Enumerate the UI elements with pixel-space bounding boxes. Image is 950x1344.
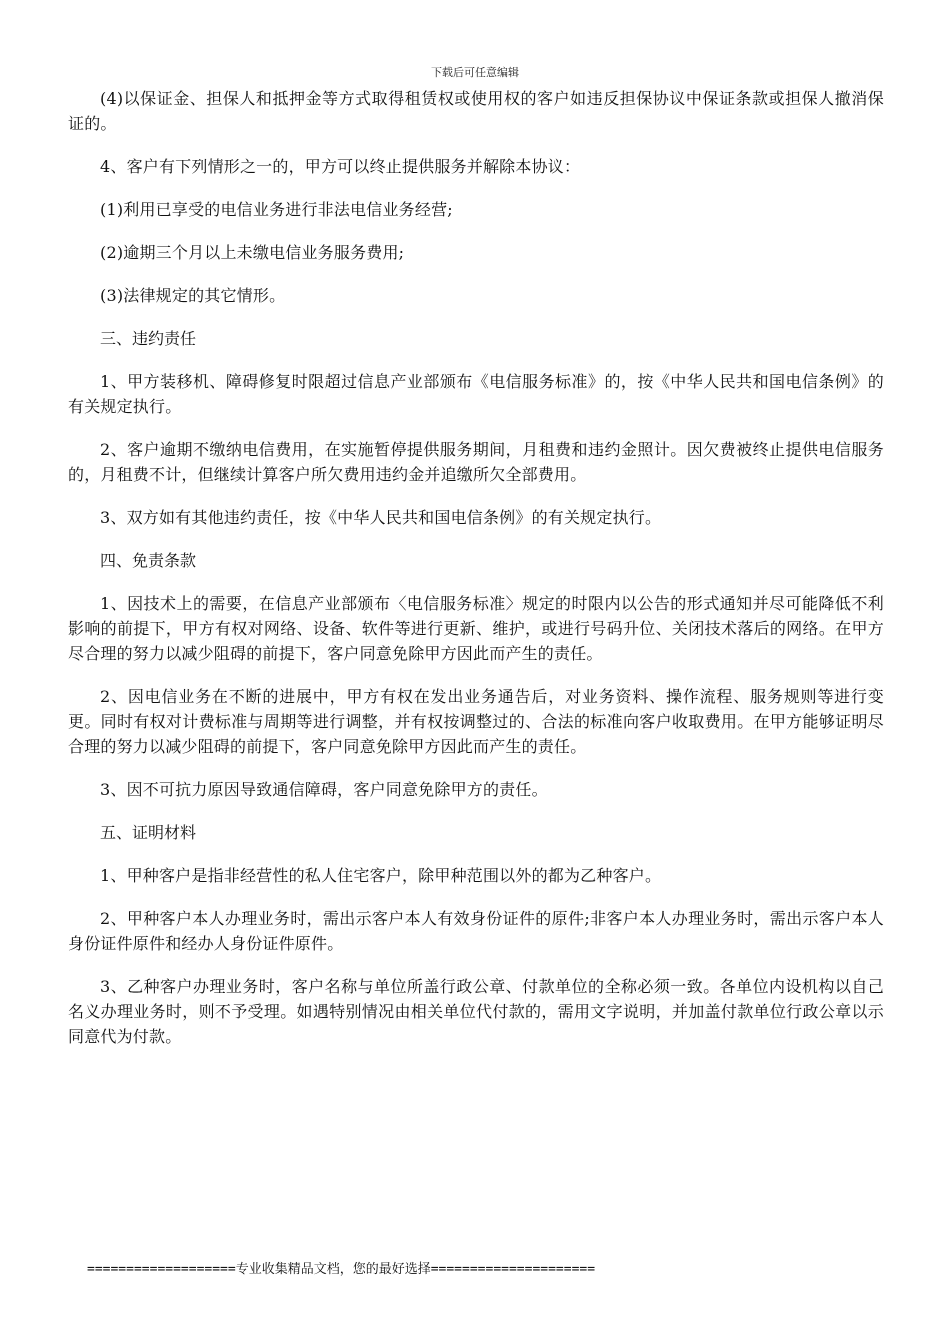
page-footer-note: ===================专业收集精品文档，您的最好选择===================== xyxy=(87,1262,596,1277)
page-header-note: 下载后可任意编辑 xyxy=(431,66,519,79)
paragraph-guarantee-violation: (4)以保证金、担保人和抵押金等方式取得租赁权或使用权的客户如违反担保协议中保证条款或担保人撤消保证的。 xyxy=(68,89,884,133)
section-heading-proof-materials: 五、证明材料 xyxy=(100,823,197,842)
paragraph-repair-time-limit: 1、甲方装移机、障碍修复时限超过信息产业部颁布《电信服务标准》的，按《中华人民共和国电信条例》的有关规定执行。 xyxy=(68,372,884,416)
paragraph-business-changes: 2、因电信业务在不断的进展中，甲方有权在发出业务通告后，对业务资料、操作流程、服务规则等进行变更。同时有权对计费标准与周期等进行调整，并有权按调整过的、合法的标准向客户收取费用。在甲方能够证明尽合理的努力以减少阻碍的前提下，客户同意免除甲方因此而产生的责任。 xyxy=(68,687,884,756)
list-item-overdue-fees: (2)逾期三个月以上未缴电信业务服务费用; xyxy=(100,243,405,262)
paragraph-other-liability: 3、双方如有其他违约责任，按《中华人民共和国电信条例》的有关规定执行。 xyxy=(100,508,662,527)
paragraph-termination-conditions: 4、客户有下列情形之一的，甲方可以终止提供服务并解除本协议： xyxy=(100,157,581,176)
paragraph-overdue-payment: 2、客户逾期不缴纳电信费用，在实施暂停提供服务期间，月租费和违约金照计。因欠费被终止提供电信服务的，月租费不计，但继续计算客户所欠费用违约金并追缴所欠全部费用。 xyxy=(68,440,884,484)
section-heading-liability: 三、违约责任 xyxy=(100,329,197,348)
paragraph-customer-type-b: 3、乙种客户办理业务时，客户名称与单位所盖行政公章、付款单位的全称必须一致。各单位内设机构以自己名义办理业务时，则不予受理。如遇特别情况由相关单位代付款的，需用文字说明，并加盖付款单位行政公章以示同意代为付款。 xyxy=(68,977,884,1046)
paragraph-technical-needs: 1、因技术上的需要，在信息产业部颁布〈电信服务标准〉规定的时限内以公告的形式通知并尽可能降低不利影响的前提下，甲方有权对网络、设备、软件等进行更新、维护，或进行号码升位、关闭技术落后的网络。在甲方尽合理的努力以减少阻碍的前提下，客户同意免除甲方因此而产生的责任。 xyxy=(68,594,884,663)
paragraph-force-majeure: 3、因不可抗力原因导致通信障碍，客户同意免除甲方的责任。 xyxy=(100,780,548,799)
document-body xyxy=(68,86,884,1067)
section-heading-exemption: 四、免责条款 xyxy=(100,551,197,570)
paragraph-id-requirements: 2、甲种客户本人办理业务时，需出示客户本人有效身份证件的原件;非客户本人办理业务时，需出示客户本人身份证件原件和经办人身份证件原件。 xyxy=(68,909,884,953)
list-item-illegal-operation: (1)利用已享受的电信业务进行非法电信业务经营; xyxy=(100,200,453,219)
paragraph-customer-type-a: 1、甲种客户是指非经营性的私人住宅客户，除甲种范围以外的都为乙种客户。 xyxy=(100,866,662,885)
list-item-other-legal: (3)法律规定的其它情形。 xyxy=(100,286,286,305)
